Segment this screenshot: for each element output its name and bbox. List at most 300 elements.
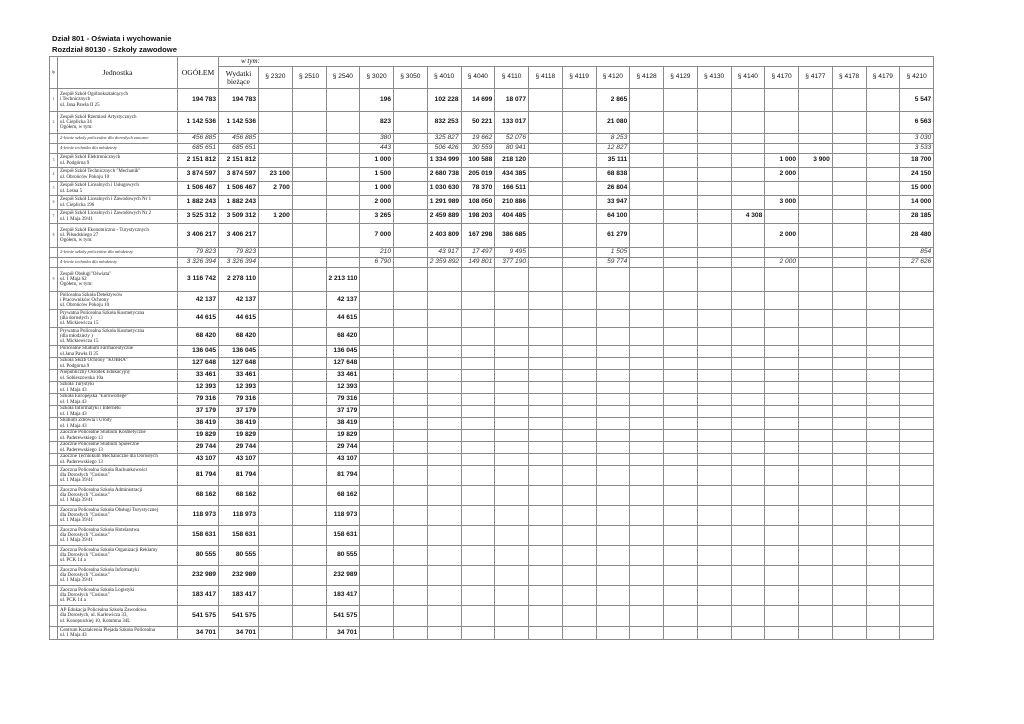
total-value: 81 794: [178, 466, 219, 486]
code-value: [765, 506, 799, 526]
total-value: 3 406 217: [178, 224, 219, 248]
code-value: [596, 546, 630, 566]
code-value: [427, 442, 461, 454]
code-value: [394, 406, 428, 418]
code-value: [394, 466, 428, 486]
code-value: 2 865: [596, 89, 630, 112]
table-row: [50, 486, 934, 506]
code-value: [529, 418, 563, 430]
code-value: 196: [360, 89, 394, 112]
table-row: [50, 358, 934, 370]
unit-name: [58, 328, 178, 346]
row-number: [50, 486, 58, 506]
code-value: 43 917: [427, 248, 461, 258]
code-value: [731, 154, 765, 168]
total-value: 456 885: [178, 134, 219, 144]
code-value: [259, 406, 293, 418]
table-row: [50, 292, 934, 310]
code-value: [495, 310, 529, 328]
code-value: 34 701: [326, 627, 360, 640]
code-value: 68 162: [326, 486, 360, 506]
code-value: [292, 382, 326, 394]
code-value: [259, 566, 293, 586]
code-value: [900, 346, 934, 358]
code-value: [259, 382, 293, 394]
code-value: [394, 382, 428, 394]
code-value: [900, 486, 934, 506]
code-value: [866, 168, 900, 182]
row-number: 9: [50, 268, 58, 292]
code-value: [259, 134, 293, 144]
code-value: [596, 418, 630, 430]
header-code: § 2320: [259, 67, 293, 89]
code-value: [596, 486, 630, 506]
code-value: [799, 134, 833, 144]
code-value: [562, 224, 596, 248]
code-value: [360, 346, 394, 358]
row-number: [50, 310, 58, 328]
code-value: [427, 346, 461, 358]
code-value: [664, 210, 698, 224]
table-row: [50, 382, 934, 394]
code-value: [731, 442, 765, 454]
code-value: [866, 394, 900, 406]
code-value: [495, 606, 529, 627]
code-value: [832, 154, 866, 168]
code-value: [461, 430, 495, 442]
row-number: [50, 442, 58, 454]
total-value: 79 823: [178, 248, 219, 258]
code-value: [664, 506, 698, 526]
current-expenses-value: 12 393: [219, 382, 259, 394]
code-value: [259, 418, 293, 430]
code-value: [630, 258, 664, 268]
unit-name: [58, 112, 178, 134]
code-value: [562, 154, 596, 168]
code-value: [697, 134, 731, 144]
code-value: 44 615: [326, 310, 360, 328]
code-value: 2 359 892: [427, 258, 461, 268]
code-value: [360, 546, 394, 566]
total-value: 158 631: [178, 526, 219, 546]
unit-name-line: ul. 1 Maja 62: [60, 276, 87, 282]
code-value: [900, 606, 934, 627]
code-value: [461, 418, 495, 430]
code-value: [832, 248, 866, 258]
code-value: 19 829: [326, 430, 360, 442]
code-value: [427, 382, 461, 394]
code-value: 14 000: [900, 196, 934, 210]
code-value: 18 700: [900, 154, 934, 168]
code-value: [832, 328, 866, 346]
code-value: [562, 248, 596, 258]
code-value: [866, 292, 900, 310]
unit-name-line: Niepubliczny Ośrodek Edukacyjny: [60, 370, 131, 376]
code-value: [461, 406, 495, 418]
header-code: § 2510: [292, 67, 326, 89]
header-code: § 4177: [799, 67, 833, 89]
table-row: [50, 526, 934, 546]
code-value: [832, 370, 866, 382]
code-value: 81 794: [326, 466, 360, 486]
code-value: [697, 358, 731, 370]
header-total: OGÓŁEM: [178, 57, 219, 89]
code-value: 28 480: [900, 224, 934, 248]
code-value: [360, 418, 394, 430]
code-value: [799, 89, 833, 112]
header-code: § 4140: [731, 67, 765, 89]
code-value: [765, 268, 799, 292]
code-value: [461, 442, 495, 454]
code-value: [832, 506, 866, 526]
code-value: [697, 168, 731, 182]
code-value: [866, 154, 900, 168]
code-value: 28 185: [900, 210, 934, 224]
header-code: § 2540: [326, 67, 360, 89]
total-value: 80 555: [178, 546, 219, 566]
code-value: [394, 346, 428, 358]
code-value: [259, 258, 293, 268]
code-value: 27 626: [900, 258, 934, 268]
unit-name-line: Prywatna Policealna Szkoła Kosmetyczna: [60, 310, 145, 316]
code-value: [799, 210, 833, 224]
code-value: [394, 112, 428, 134]
code-value: [562, 486, 596, 506]
code-value: [731, 134, 765, 144]
code-value: [529, 168, 563, 182]
code-value: [360, 406, 394, 418]
unit-name-line: Szkoła Turystyki: [60, 382, 95, 388]
code-value: 7 000: [360, 224, 394, 248]
code-value: [664, 268, 698, 292]
code-value: [461, 586, 495, 606]
code-value: [765, 292, 799, 310]
current-expenses-value: 79 316: [219, 394, 259, 406]
unit-name-line: Zaoczna Policealna Szkoła Logistyki: [60, 587, 135, 593]
code-value: [630, 268, 664, 292]
code-value: [664, 258, 698, 268]
header-code: § 4040: [461, 67, 495, 89]
code-value: [292, 370, 326, 382]
row-number: [50, 406, 58, 418]
unit-name: [58, 268, 178, 292]
current-expenses-value: 81 794: [219, 466, 259, 486]
code-value: [664, 466, 698, 486]
section-title: Dział 801 - Oświata i wychowanie: [52, 34, 172, 43]
code-value: [427, 606, 461, 627]
row-number: [50, 627, 58, 640]
code-value: [799, 112, 833, 134]
code-value: 443: [360, 144, 394, 154]
current-expenses-value: 79 823: [219, 248, 259, 258]
total-value: 3 326 394: [178, 258, 219, 268]
table-row: [50, 328, 934, 346]
current-expenses-value: 3 509 312: [219, 210, 259, 224]
row-number: [50, 328, 58, 346]
code-value: [832, 430, 866, 442]
code-value: [630, 526, 664, 546]
code-value: [664, 358, 698, 370]
code-value: 108 050: [461, 196, 495, 210]
code-value: [900, 546, 934, 566]
table-row: [50, 466, 934, 486]
code-value: [495, 586, 529, 606]
code-value: [900, 394, 934, 406]
code-value: [630, 466, 664, 486]
code-value: [461, 382, 495, 394]
code-value: [562, 566, 596, 586]
unit-name-line: dla Dorosłych "Cosinus": [60, 552, 110, 558]
code-value: [529, 486, 563, 506]
code-value: [866, 182, 900, 196]
table-row: [50, 454, 934, 466]
code-value: [394, 370, 428, 382]
code-value: [731, 606, 765, 627]
code-value: [630, 154, 664, 168]
code-value: [664, 248, 698, 258]
total-value: 38 419: [178, 418, 219, 430]
code-value: 2 700: [259, 182, 293, 196]
code-value: [292, 210, 326, 224]
code-value: [765, 89, 799, 112]
code-value: 1 334 999: [427, 154, 461, 168]
code-value: 2 000: [765, 224, 799, 248]
code-value: 15 000: [900, 182, 934, 196]
row-number: [50, 382, 58, 394]
code-value: [529, 292, 563, 310]
code-value: [731, 346, 765, 358]
code-value: [697, 406, 731, 418]
code-value: [461, 546, 495, 566]
code-value: [832, 224, 866, 248]
code-value: 3 000: [765, 196, 799, 210]
code-value: 35 111: [596, 154, 630, 168]
code-value: [664, 346, 698, 358]
total-value: 19 829: [178, 430, 219, 442]
code-value: [562, 292, 596, 310]
code-value: [394, 248, 428, 258]
code-value: [731, 144, 765, 154]
unit-name-line: i Pracowników Ochrony: [60, 297, 109, 303]
code-value: [664, 546, 698, 566]
row-number: [50, 546, 58, 566]
unit-name: [58, 310, 178, 328]
code-value: [596, 292, 630, 310]
code-value: 23 100: [259, 168, 293, 182]
code-value: [495, 442, 529, 454]
code-value: [562, 526, 596, 546]
code-value: [495, 268, 529, 292]
code-value: [292, 442, 326, 454]
code-value: [630, 248, 664, 258]
code-value: [832, 358, 866, 370]
code-value: [259, 627, 293, 640]
unit-name-line: ul. Piłsudskiego 27: [60, 232, 99, 238]
code-value: 30 559: [461, 144, 495, 154]
code-value: 205 019: [461, 168, 495, 182]
code-value: [259, 154, 293, 168]
code-value: [495, 418, 529, 430]
code-value: 118 973: [326, 506, 360, 526]
current-expenses-value: 127 648: [219, 358, 259, 370]
code-value: [630, 506, 664, 526]
code-value: [495, 430, 529, 442]
code-value: [765, 627, 799, 640]
code-value: [799, 586, 833, 606]
code-value: [697, 258, 731, 268]
current-expenses-value: 43 107: [219, 454, 259, 466]
row-number: 6: [50, 196, 58, 210]
code-value: [326, 182, 360, 196]
code-value: [765, 418, 799, 430]
code-value: [461, 486, 495, 506]
code-value: [394, 168, 428, 182]
code-value: [630, 328, 664, 346]
code-value: 8 253: [596, 134, 630, 144]
header-code: § 4110: [495, 67, 529, 89]
code-value: [259, 292, 293, 310]
code-value: [259, 144, 293, 154]
code-value: [562, 418, 596, 430]
code-value: [697, 144, 731, 154]
code-value: 24 150: [900, 168, 934, 182]
code-value: [562, 606, 596, 627]
unit-name-line: Zaoczna Policealna Szkoła Obsługi Turystycznej: [60, 507, 159, 513]
code-value: [900, 382, 934, 394]
current-expenses-value: 68 162: [219, 486, 259, 506]
code-value: [832, 466, 866, 486]
code-value: [664, 486, 698, 506]
code-value: [326, 134, 360, 144]
code-value: [562, 454, 596, 466]
code-value: [529, 382, 563, 394]
table-row: [50, 394, 934, 406]
unit-name-line: ul. 1 Maja 43: [60, 411, 87, 417]
unit-name-line: Zaoczna Policealna Szkoła Hotelarstwa: [60, 527, 140, 533]
row-number: 2: [50, 112, 58, 134]
code-value: [900, 406, 934, 418]
code-value: [765, 310, 799, 328]
unit-name-line: ul. Paderewskiego 13: [60, 435, 103, 441]
code-value: [326, 144, 360, 154]
code-value: [259, 430, 293, 442]
code-value: [461, 292, 495, 310]
row-number: [50, 144, 58, 154]
code-value: 1 500: [360, 168, 394, 182]
code-value: 2 000: [360, 196, 394, 210]
code-value: [461, 370, 495, 382]
code-value: [799, 292, 833, 310]
code-value: [799, 627, 833, 640]
code-value: [259, 358, 293, 370]
code-value: [495, 486, 529, 506]
code-value: [529, 566, 563, 586]
code-value: [731, 310, 765, 328]
table-subrow: [50, 134, 934, 144]
code-value: [596, 442, 630, 454]
code-value: [495, 454, 529, 466]
code-value: 37 179: [326, 406, 360, 418]
current-expenses-value: 456 885: [219, 134, 259, 144]
code-value: [832, 526, 866, 546]
code-value: [427, 358, 461, 370]
unit-name-line: dla Dorosłych "Cosinus": [60, 512, 110, 518]
code-value: [832, 112, 866, 134]
code-value: [664, 442, 698, 454]
code-value: 198 203: [461, 210, 495, 224]
code-value: [900, 442, 934, 454]
unit-name: [58, 394, 178, 406]
code-value: [596, 346, 630, 358]
code-value: [765, 328, 799, 346]
code-value: [360, 566, 394, 586]
code-value: [630, 454, 664, 466]
unit-name-line: Zespół Szkół Technicznych "Mechanik": [60, 169, 141, 175]
code-value: [292, 196, 326, 210]
unit-name-line: dla Dorosłych "Cosinus": [60, 532, 110, 538]
code-value: [461, 627, 495, 640]
code-value: [630, 382, 664, 394]
code-value: [866, 586, 900, 606]
code-value: [832, 486, 866, 506]
code-value: [259, 224, 293, 248]
code-value: [664, 182, 698, 196]
unit-name: [58, 258, 178, 268]
code-value: 506 426: [427, 144, 461, 154]
code-value: [562, 268, 596, 292]
header-in-that: w tym:: [219, 57, 934, 67]
code-value: [562, 346, 596, 358]
header-code: § 4119: [562, 67, 596, 89]
unit-name-line: ul. Paderewskiego 13: [60, 459, 103, 465]
code-value: [461, 346, 495, 358]
code-value: [326, 248, 360, 258]
unit-name-line: Zespół Szkół Licealnych i Zawodowych Nr 1: [60, 197, 152, 203]
code-value: [394, 154, 428, 168]
code-value: [562, 358, 596, 370]
code-value: [596, 328, 630, 346]
table-row: [50, 627, 934, 640]
code-value: [562, 370, 596, 382]
code-value: [461, 606, 495, 627]
code-value: [765, 486, 799, 506]
current-expenses-value: 33 461: [219, 370, 259, 382]
code-value: [259, 606, 293, 627]
code-value: [799, 144, 833, 154]
code-value: [394, 606, 428, 627]
code-value: [664, 196, 698, 210]
code-value: [664, 134, 698, 144]
code-value: [866, 506, 900, 526]
unit-name: [58, 168, 178, 182]
code-value: [765, 210, 799, 224]
code-value: [799, 566, 833, 586]
code-value: [799, 606, 833, 627]
code-value: [495, 506, 529, 526]
code-value: [630, 370, 664, 382]
code-value: [259, 546, 293, 566]
code-value: [664, 586, 698, 606]
code-value: 1 505: [596, 248, 630, 258]
table-subrow: [50, 258, 934, 268]
row-number: 8: [50, 224, 58, 248]
current-expenses-value: 68 420: [219, 328, 259, 346]
code-value: [326, 168, 360, 182]
unit-name-line: Zespół Obsługi"Oświata": [60, 271, 112, 277]
code-value: [562, 182, 596, 196]
unit-name-line: 4-letnie technika dla młodzieży: [60, 259, 118, 265]
code-value: 64 100: [596, 210, 630, 224]
